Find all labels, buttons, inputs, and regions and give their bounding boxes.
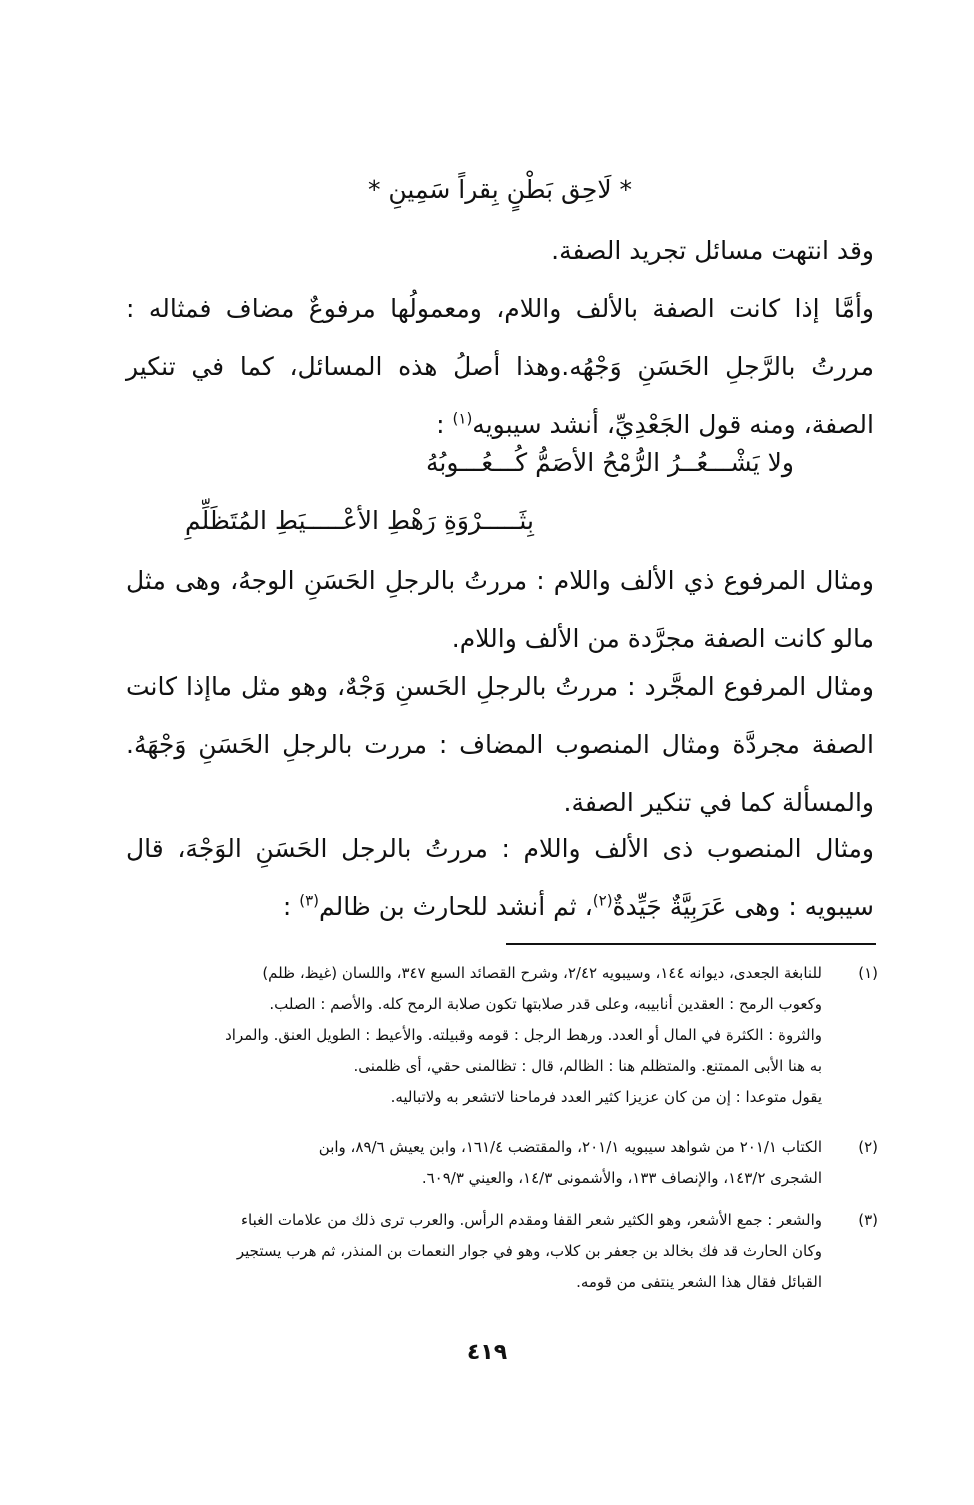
paragraph-5: ومثال المنصوب ذى الألف واللام : مررتُ بالرجل الحَسَنِ الوَجْهَ، قال سيبويه : وهى عَرَبِيَّةٌ جَيِّدةٌ$^{(٢)}$، ثم أنشد للحارث بن ظالم$^{(٣)}$ : — [126, 834, 874, 921]
footnote-ref-2: (٢) — [592, 891, 613, 910]
footnote-line: به هنا الأبى الممتنع. والمتظلم هنا : الظالم، قال : تظالمنى حقي، أى ظلمنى. — [353, 1057, 822, 1075]
paragraph-3: ومثال المرفوع ذي الألف واللام : مررتُ بالرجلِ الحَسَنِ الوجهُ، وهى مثل مالو كانت الصفة مجرَّدة من الألف واللام. — [126, 566, 874, 653]
footnote-2 — [134, 1132, 878, 1194]
paragraph-5-tail: ، ثم أنشد للحارث بن ظالم — [319, 892, 593, 921]
footnote-number: (٢) — [858, 1138, 878, 1156]
verse-fragment: * لَاحِق بَطْنٍ بِقراً سَمِينِ * — [367, 175, 633, 204]
footnote-line: يقول متوعدا : إن من كان عزيزا كثير العدد فرماحنا لاتشعر به ولاتباليه. — [390, 1088, 822, 1106]
paragraph-2: وأمَّا إذا كانت الصفة بالألف واللام، ومعمولُها مرفوعٌ مضاف فمثاله : مررتُ بالرَّجلِ الحَسَنِ وَجْهُه.وهذا أصلُ هذه المسائل، كما في تنكير الصفة، ومنه قول الجَعْدِيِّ، أنشد سيبويه$^{(١)}$ : — [126, 294, 874, 439]
verse-line-1: ولا يَشْـــعُــرُ الرُّمْحُ الأصَمُّ كُـــعُـــوبُهُ — [426, 448, 794, 477]
footnote-3 — [134, 1205, 878, 1298]
footnote-line: القبائل فقال هذا الشعر ينتفى من قومه. — [576, 1273, 822, 1291]
footnote-number: (٣) — [858, 1211, 878, 1229]
footnote-ref-1: (١) — [452, 409, 473, 428]
footnote-line: وكعوب الرمح : العقدين أنابيبه، وعلى قدر صلابتها تكون صلابة الرمح كله. والأصم : الصلب. — [269, 995, 822, 1013]
verse-line-2: بِثَـــــرْوَةِ رَهْطِ الأعْـــــيَطِ المُتَظَلِّمِ — [185, 506, 534, 535]
footnote-number: (١) — [858, 964, 878, 982]
footnote-line: والثروة : الكثرة في المال أو العدد. ورهط الرجل : قومه وقبيلته. والأعيط : الطويل العنق. والمراد — [225, 1026, 822, 1044]
footnote-line: الكتاب ٢٠١/١ من شواهد سيبويه ٢٠١/١، والمقتضب ١٦١/٤، وابن يعيش ٨٩/٦، وابن — [318, 1138, 822, 1156]
footnote-line: وكان الحارث قد فك بخالد بن جعفر بن كلاب، وهو في جوار النعمات بن المنذر، ثم هرب يستجير — [236, 1242, 822, 1260]
page-number: ٤١٩ — [466, 1340, 508, 1365]
paragraph-4: ومثال المرفوع المجَّرد : مررتُ بالرجلِ الحَسنِ وَجْهٌ، وهو مثل ماإذا كانت الصفة مجردَّة ومثال المنصوب المضاف : مررت بالرجلِ الحَسَنِ وَجْهَهُ. والمسألة كما في تنكير الصفة. — [126, 672, 874, 817]
footnote-1 — [134, 958, 878, 1113]
footnote-line: والشعر : جمع الأشعر، وهو الكثير شعر القفا ومقدم الرأس. والعرب ترى ذلك من علامات الغباء — [240, 1211, 822, 1229]
footnote-ref-3: (٣) — [299, 891, 320, 910]
paragraph-2-text: وأمَّا إذا كانت الصفة بالألف واللام، ومعمولُها مرفوعٌ مضاف فمثاله : مررتُ بالرَّجلِ الحَسَنِ وَجْهُه.وهذا أصلُ هذه المسائل، كما في تنكير الصفة، ومنه قول الجَعْدِيِّ، أنشد سيبويه — [126, 294, 874, 439]
footnote-line: للنابغة الجعدى، ديوانه ١٤٤، وسيبويه ٢/٤٢، وشرح القصائد السبع ٣٤٧، واللسان (غيظ، ظلم) — [262, 964, 822, 982]
footnote-line: الشجرى ١٤٣/٢، والإنصاف ١٣٣، والأشمونى ١٤/٣، والعيني ٦٠٩/٣. — [421, 1169, 822, 1187]
footnote-separator — [506, 943, 876, 945]
paragraph-1: وقد انتهت مسائل تجريد الصفة. — [551, 236, 874, 265]
paragraph-5-text: ومثال المنصوب ذى الألف واللام : مررتُ بالرجل الحَسَنِ الوَجْهَ، قال سيبويه : وهى عَرَبِيَّةٌ جَيِّدةٌ — [126, 834, 874, 921]
